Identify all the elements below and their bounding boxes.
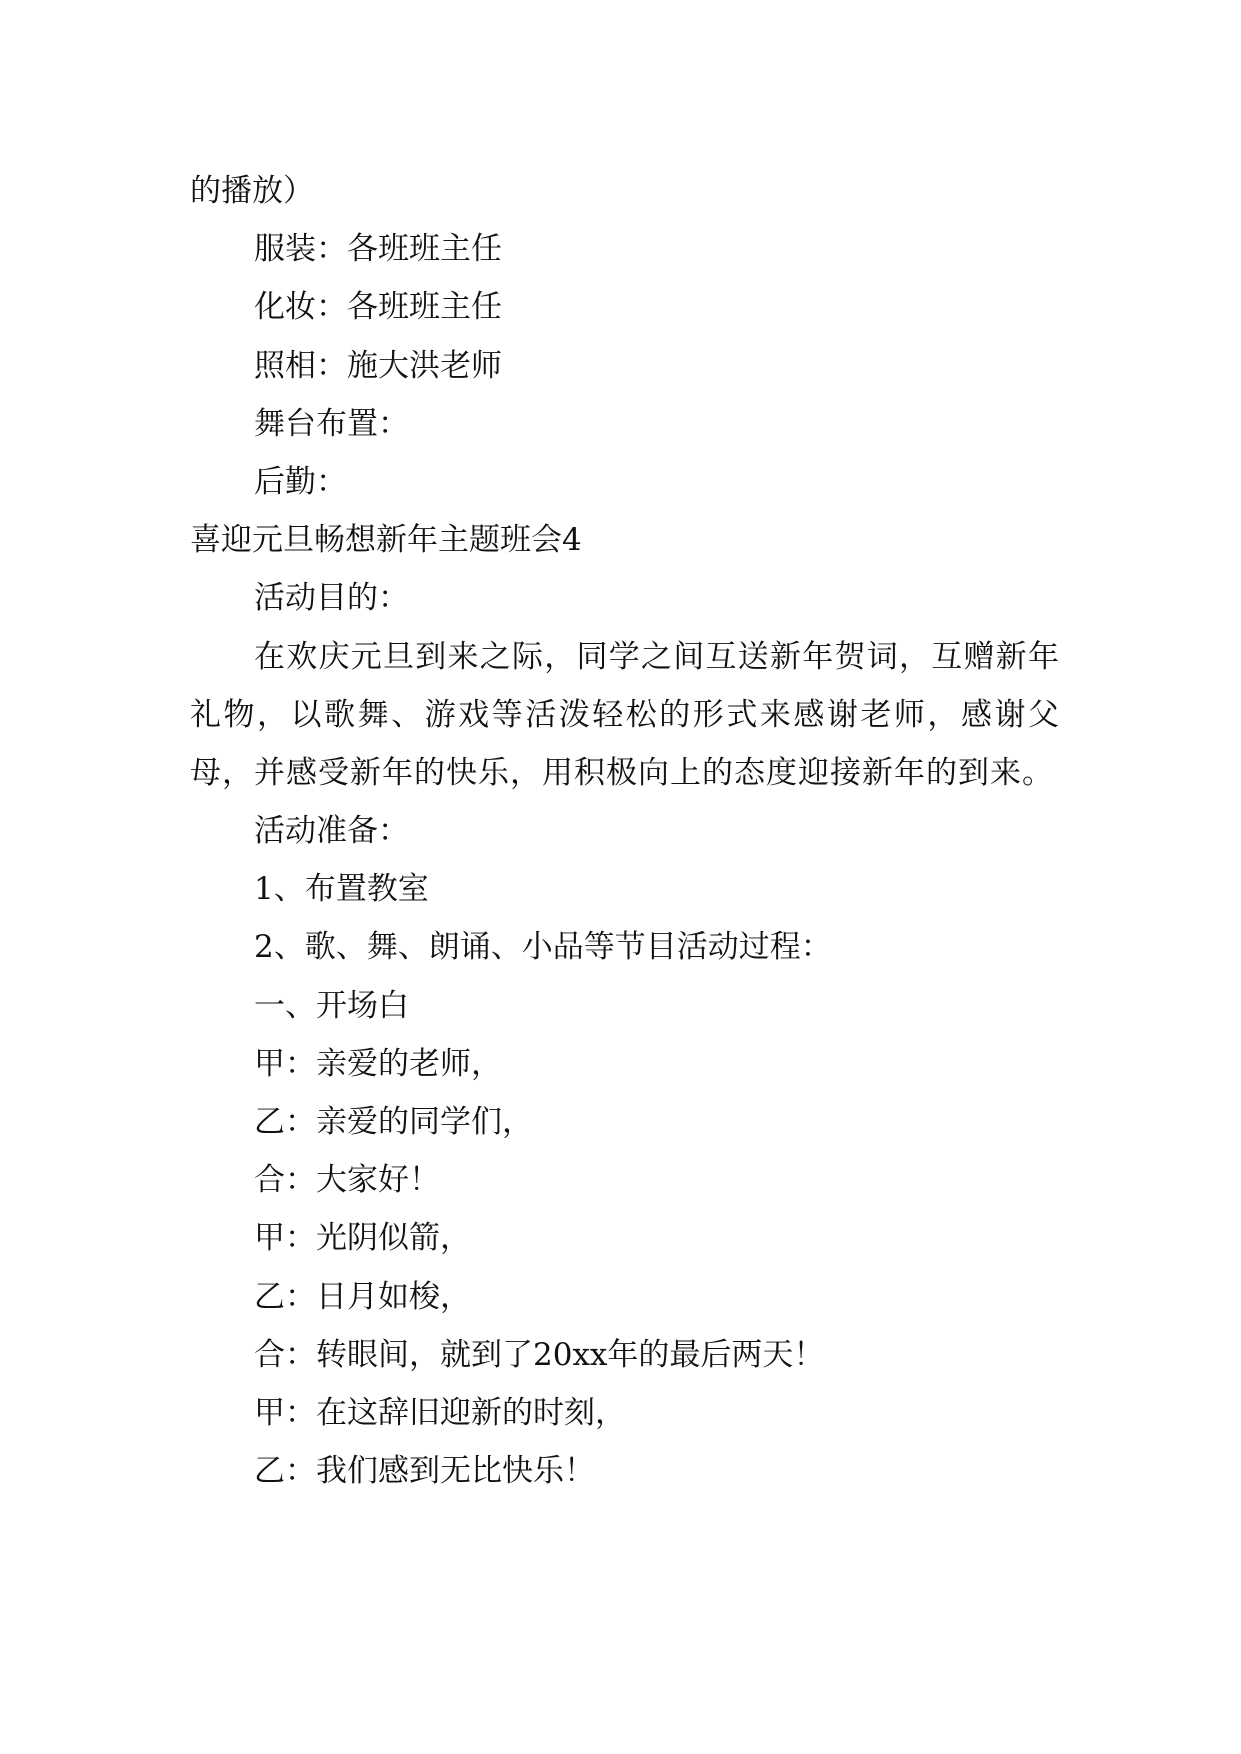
section-title: 喜迎元旦畅想新年主题班会4 [190, 522, 582, 559]
prep-item: 1、布置教室 [254, 871, 429, 908]
purpose-label: 活动目的： [254, 580, 409, 617]
purpose-paragraph: 在欢庆元旦到来之际，同学之间互送新年贺词，互赠新年礼物，以歌舞、游戏等活泼轻松的形式来感谢老师，感谢父母，并感受新年的快乐，用积极向上的态度迎接新年的到来。 [190, 638, 1060, 791]
dialogue-line: 乙：亲爱的同学们， [254, 1104, 533, 1141]
dialogue-line: 合：转眼间，就到了20xx年的最后两天！ [254, 1336, 825, 1373]
dialogue-line: 乙：日月如梭， [254, 1278, 471, 1315]
prep-label: 活动准备： [254, 813, 409, 850]
dialogue-line: 合：大家好！ [254, 1162, 440, 1199]
text-line: 后勤： [254, 463, 347, 500]
prep-item: 2、歌、舞、朗诵、小品等节目活动过程： [254, 929, 832, 966]
document-body [190, 162, 1060, 1500]
text-line: 舞台布置： [254, 405, 409, 442]
dialogue-line: 甲：光阴似箭， [254, 1220, 471, 1257]
text-line: 照相：施大洪老师 [254, 347, 502, 384]
dialogue-line: 甲：在这辞旧迎新的时刻， [254, 1394, 626, 1431]
opening-label: 一、开场白 [254, 987, 409, 1024]
dialogue-line: 甲：亲爱的老师， [254, 1045, 502, 1082]
text-line: 的播放） [190, 173, 314, 209]
text-line: 化妆：各班班主任 [254, 289, 502, 326]
text-line: 服装：各班班主任 [254, 231, 502, 268]
dialogue-line: 乙：我们感到无比快乐！ [254, 1453, 595, 1490]
